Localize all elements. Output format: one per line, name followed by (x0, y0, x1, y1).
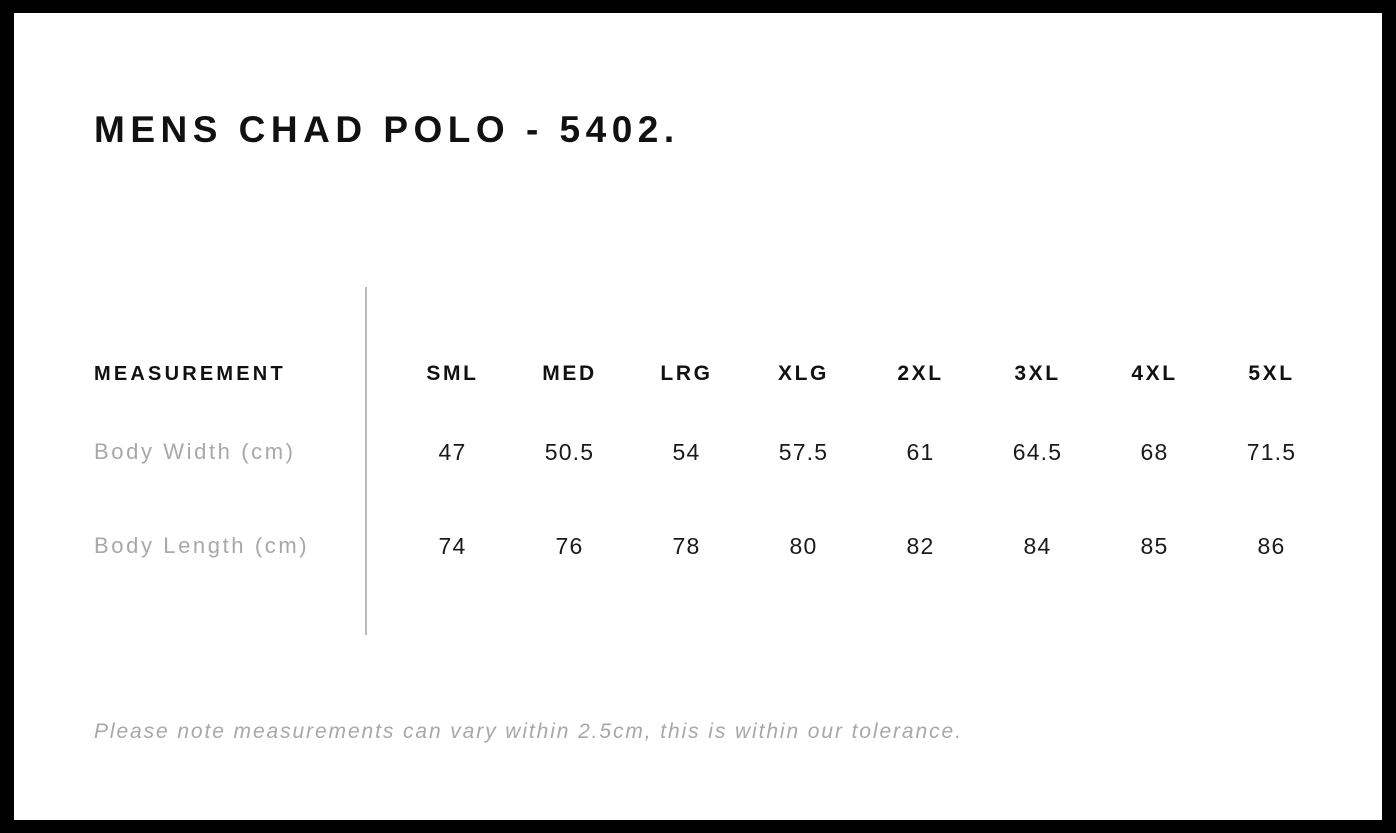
cell-body-width-lrg: 54 (672, 438, 701, 465)
cell-body-width-xlg: 57.5 (778, 438, 829, 465)
cell-body-length-xlg: 80 (789, 532, 818, 559)
table-row (94, 499, 1330, 593)
table-row (94, 405, 1330, 499)
column-header-size-2xl: 2XL (897, 362, 944, 385)
cell-body-width-5xl: 71.5 (1246, 438, 1297, 465)
cell-body-length-4xl: 85 (1140, 532, 1169, 559)
column-header-size-med: MED (542, 362, 597, 385)
cell-body-length-3xl: 84 (1023, 532, 1052, 559)
cell-body-length-lrg: 78 (672, 532, 701, 559)
cell-body-width-med: 50.5 (544, 438, 595, 465)
column-header-measurement: MEASUREMENT (94, 362, 286, 385)
cell-body-width-3xl: 64.5 (1012, 438, 1063, 465)
cell-body-width-sml: 47 (438, 438, 467, 465)
row-label-body-width: Body Width (cm) (94, 439, 296, 464)
cell-body-width-2xl: 61 (906, 438, 935, 465)
column-header-size-sml: SML (426, 362, 479, 385)
page-title: MENS CHAD POLO - 5402. (94, 109, 680, 150)
cell-body-length-2xl: 82 (906, 532, 935, 559)
column-header-size-4xl: 4XL (1131, 362, 1178, 385)
column-header-size-5xl: 5XL (1248, 362, 1295, 385)
cell-body-width-4xl: 68 (1140, 438, 1169, 465)
table-header-row (94, 343, 1330, 405)
size-chart-page (14, 13, 1382, 820)
column-header-size-3xl: 3XL (1014, 362, 1061, 385)
cell-body-length-5xl: 86 (1257, 532, 1286, 559)
cell-body-length-sml: 74 (438, 532, 467, 559)
size-chart-table (94, 343, 1316, 593)
cell-body-length-med: 76 (555, 532, 584, 559)
column-header-size-xlg: XLG (778, 362, 829, 385)
column-header-size-lrg: LRG (660, 362, 713, 385)
row-label-body-length: Body Length (cm) (94, 533, 310, 558)
tolerance-note: Please note measurements can vary within 2.5cm, this is within our tolerance. (94, 720, 963, 743)
